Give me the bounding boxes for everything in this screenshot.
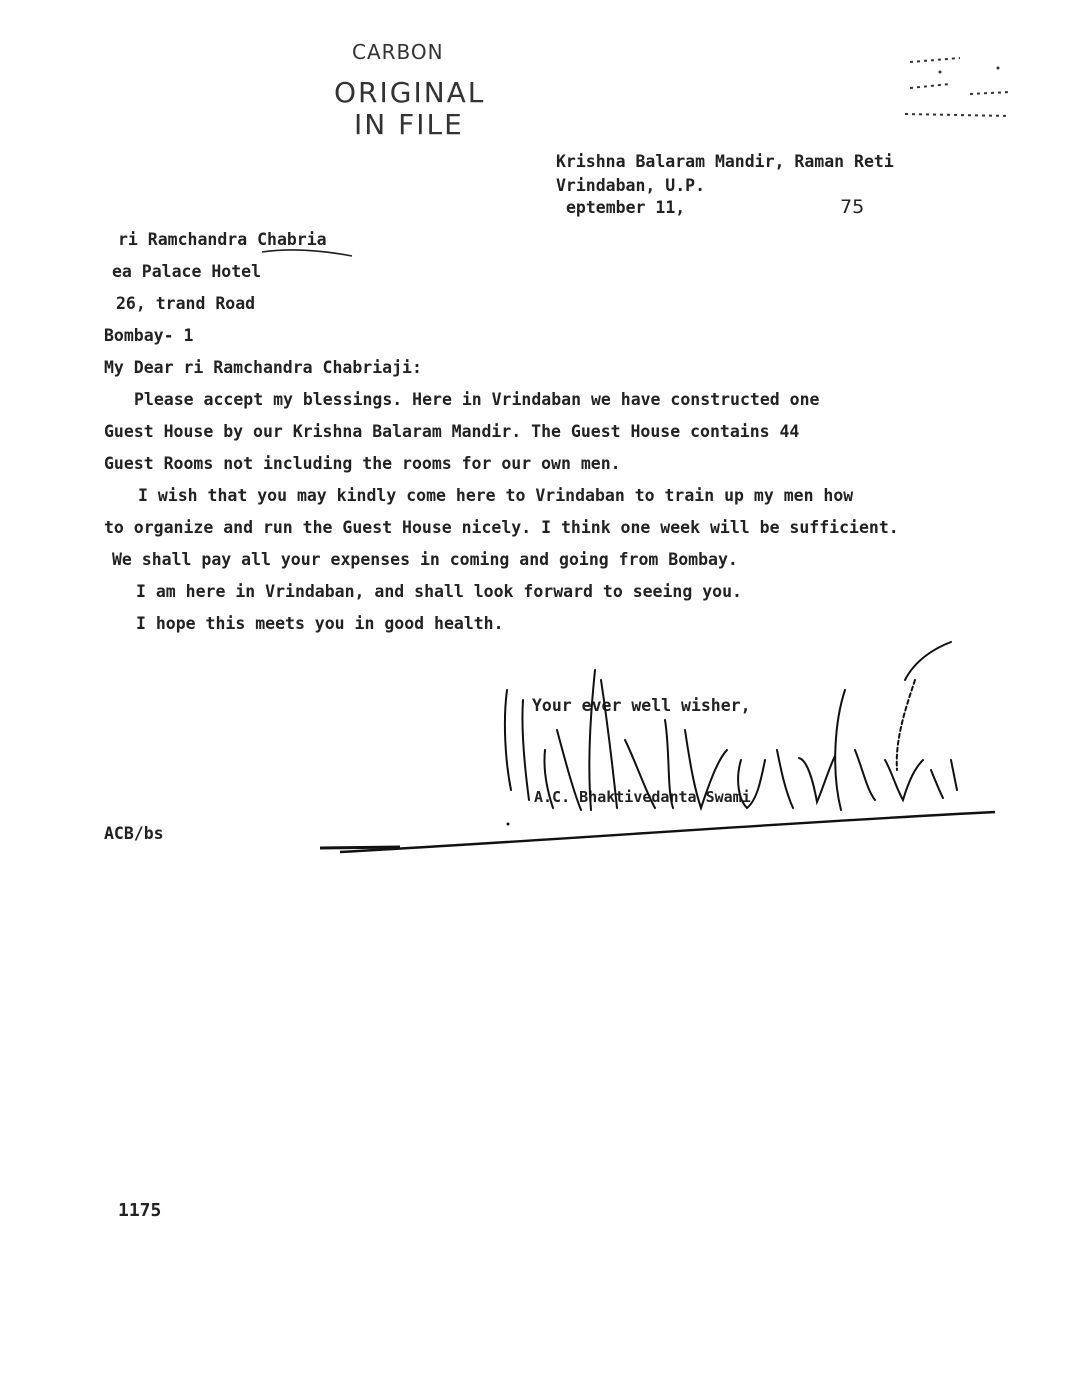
closing-line: Your ever well wisher, [532, 696, 751, 715]
letterhead-line2: Vrindaban, U.P. [556, 176, 706, 195]
body-line-1: Please accept my blessings. Here in Vrindaban we have constructed one [134, 390, 820, 409]
recipient-name: ri Ramchandra Chabria [118, 230, 327, 249]
body-line-7: I am here in Vrindaban, and shall look forward to seeing you. [136, 582, 742, 601]
footer-file-number: 1175 [118, 1200, 162, 1221]
body-line-4: I wish that you may kindly come here to Vrindaban to train up my men how [138, 486, 854, 505]
letter-year: 75 [840, 196, 865, 218]
body-line-8: I hope this meets you in good health. [136, 614, 504, 633]
letter-date: eptember 11, [566, 198, 686, 217]
original-stamp-line2: IN FILE [354, 108, 464, 141]
recipient-street: 26, trand Road [116, 294, 256, 313]
body-line-5: to organize and run the Guest House nicely. I think one week will be sufficient. [104, 518, 899, 537]
body-line-2: Guest House by our Krishna Balaram Mandir. The Guest House contains 44 [104, 422, 800, 441]
signatory-name: A.C. Bhaktivedanta Swami [534, 788, 751, 806]
recipient-city: Bombay- 1 [104, 326, 194, 345]
original-stamp-line1: ORIGINAL [334, 76, 486, 109]
letterhead-line1: Krishna Balaram Mandir, Raman Reti [556, 152, 894, 171]
body-line-3: Guest Rooms not including the rooms for our own men. [104, 454, 621, 473]
signature-underline [260, 800, 1020, 860]
name-underline-stroke [260, 240, 370, 264]
recipient-hotel: ea Palace Hotel [112, 262, 262, 281]
initials-reference: ACB/bs [104, 824, 164, 843]
carbon-stamp: CARBON [352, 40, 444, 64]
body-line-6: We shall pay all your expenses in coming and going from Bombay. [112, 550, 738, 569]
corner-stamp-mark [900, 48, 1020, 128]
salutation: My Dear ri Ramchandra Chabriaji: [104, 358, 422, 377]
